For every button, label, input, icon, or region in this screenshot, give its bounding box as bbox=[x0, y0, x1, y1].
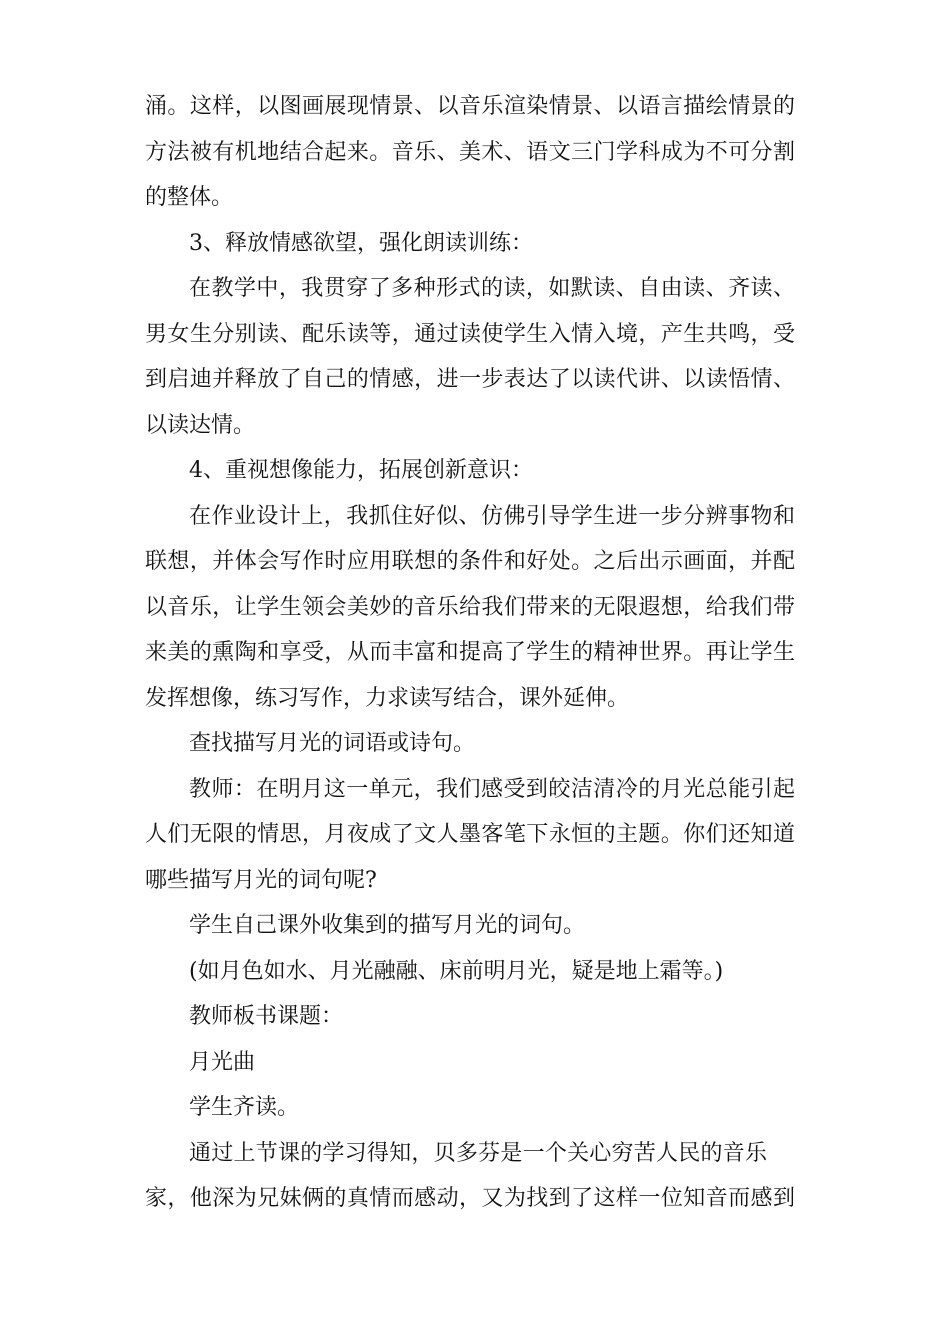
text-line: 联想，并体会写作时应用联想的条件和好处。之后出示画面，并配 bbox=[145, 549, 795, 574]
text-line: 哪些描写月光的词句呢? bbox=[145, 868, 377, 893]
text-line: 方法被有机地结合起来。音乐、美术、语文三门学科成为不可分割 bbox=[145, 140, 795, 165]
text-line: 查找描写月光的词语或诗句。 bbox=[189, 731, 476, 756]
section-heading: 3、释放情感欲望，强化朗读训练： bbox=[189, 231, 533, 256]
text-line: 家，他深为兄妹俩的真情而感动，又为找到了这样一位知音而感到 bbox=[145, 1186, 795, 1211]
text-line: 来美的熏陶和享受，从而丰富和提高了学生的精神世界。再让学生 bbox=[145, 640, 795, 665]
text-line: 学生齐读。 bbox=[189, 1095, 300, 1120]
text-line: 通过上节课的学习得知，贝多芬是一个关心穷苦人民的音乐 bbox=[189, 1141, 767, 1166]
section-heading: 4、重视想像能力，拓展创新意识： bbox=[189, 458, 533, 483]
text-line: 学生自己课外收集到的描写月光的词句。 bbox=[189, 913, 586, 938]
text-line: 的整体。 bbox=[145, 185, 234, 210]
text-line: 涌。这样，以图画展现情景、以音乐渲染情景、以语言描绘情景的 bbox=[145, 94, 795, 119]
text-line: 发挥想像，练习写作，力求读写结合，课外延伸。 bbox=[145, 686, 630, 711]
text-line: 教师：在明月这一单元，我们感受到皎洁清冷的月光总能引起 bbox=[189, 777, 795, 802]
text-line: 教师板书课题： bbox=[189, 1004, 344, 1029]
text-line: 人们无限的情思，月夜成了文人墨客笔下永恒的主题。你们还知道 bbox=[145, 822, 795, 847]
text-line: (如月色如水、月光融融、床前明月光，疑是地上霜等。) bbox=[189, 959, 724, 984]
text-line: 在作业设计上，我抓住好似、仿佛引导学生进一步分辨事物和 bbox=[189, 504, 795, 529]
text-line: 以读达情。 bbox=[145, 413, 256, 438]
text-line: 以音乐，让学生领会美妙的音乐给我们带来的无限遐想，给我们带 bbox=[145, 595, 795, 620]
text-line: 到启迪并释放了自己的情感，进一步表达了以读代讲、以读悟情、 bbox=[145, 367, 795, 392]
text-line: 男女生分别读、配乐读等，通过读使学生入情入境，产生共鸣，受 bbox=[145, 322, 795, 347]
text-line: 月光曲 bbox=[189, 1050, 256, 1075]
text-line: 在教学中，我贯穿了多种形式的读，如默读、自由读、齐读、 bbox=[189, 276, 795, 301]
